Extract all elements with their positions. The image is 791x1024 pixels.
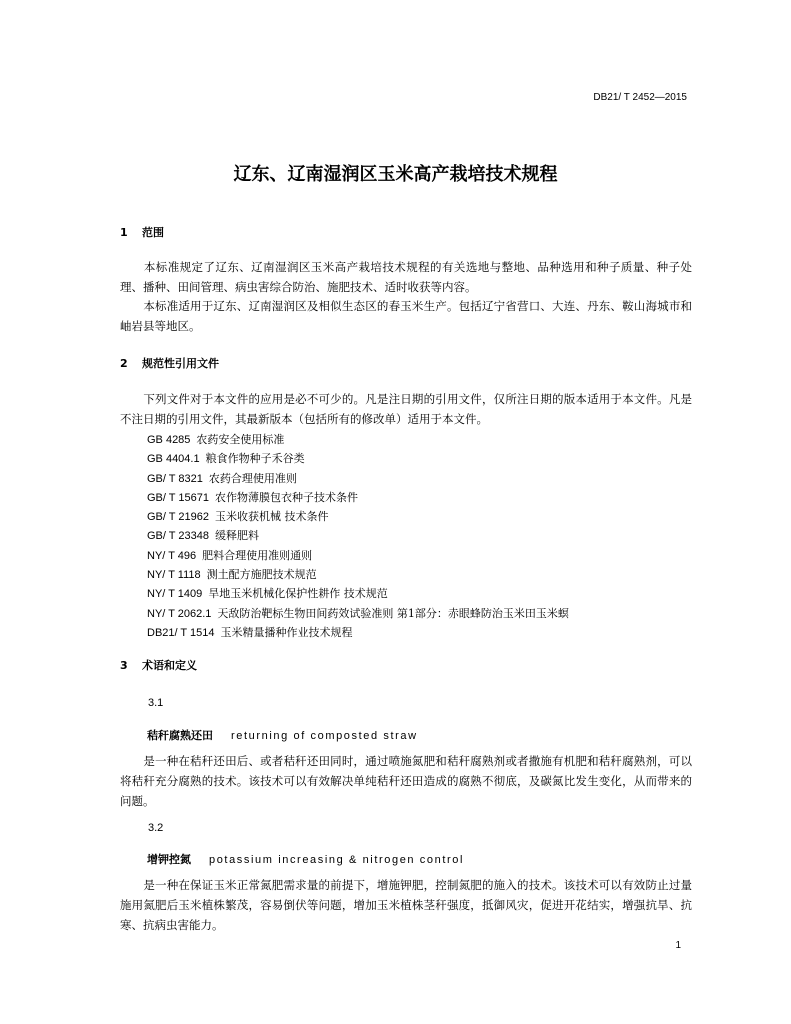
reference-name: 缓释肥料	[214, 529, 259, 543]
term-number: 3.1	[148, 697, 164, 709]
reference-code: GB/ T 15671	[147, 491, 209, 504]
section-heading-scope	[120, 224, 164, 240]
reference-code: GB/ T 23348	[147, 530, 209, 543]
section-number: 2	[120, 357, 128, 370]
reference-item	[147, 623, 569, 642]
reference-name: 测土配方施肥技术规范	[206, 568, 317, 582]
reference-item	[147, 449, 569, 468]
reference-item	[147, 507, 569, 526]
reference-list	[147, 430, 569, 642]
term-english: returning of composted straw	[231, 730, 418, 742]
scope-paragraph-2: 本标准适用于辽东、辽南湿润区及相似生态区的春玉米生产。包括辽宁省营口、大连、丹东、鞍山海城市和岫岩县等地区。	[120, 299, 692, 333]
term-definition: 是一种在秸秆还田后、或者秸秆还田同时，通过喷施氮肥和秸秆腐熟剂或者撒施有机肥和秸秆腐熟剂，可以将秸秆充分腐熟的技术。该技术可以有效解决单纯秸秆还田造成的腐熟不彻底，及碳氮比发生变化，从而带来的问题。	[120, 754, 692, 808]
term-number: 3.2	[148, 822, 164, 834]
reference-item	[147, 488, 569, 507]
reference-item	[147, 430, 569, 449]
term-definition: 是一种在保证玉米正常氮肥需求量的前提下，增施钾肥，控制氮肥的施入的技术。该技术可以有效防止过量施用氮肥后玉米植株繁茂，容易倒伏等问题，增加玉米植株茎秆强度，抵御风灾，促进开花结实，增强抗旱、抗寒、抗病虫害能力。	[120, 878, 692, 932]
section-heading-normative-references	[120, 355, 219, 371]
reference-code: GB/ T 21962	[147, 511, 209, 524]
page-number: 1	[675, 940, 681, 951]
reference-name: 农作物薄膜包衣种子技术条件	[214, 490, 358, 504]
section-number: 1	[120, 226, 128, 239]
reference-code: GB 4285	[147, 434, 191, 446]
reference-code: NY/ T 496	[147, 549, 197, 562]
standard-code: DB21/ T 2452—2015	[593, 92, 687, 103]
term-entry	[147, 727, 418, 743]
reference-name: 粮食作物种子禾谷类	[205, 452, 305, 466]
reference-code: NY/ T 1118	[147, 569, 201, 582]
section-title: 术语和定义	[142, 659, 197, 672]
reference-name: 玉米精量播种作业技术规程	[220, 625, 353, 639]
reference-item	[147, 526, 569, 545]
term-chinese: 增钾控氮	[147, 853, 191, 866]
reference-item	[147, 604, 569, 623]
document-title: 辽东、辽南湿润区玉米高产栽培技术规程	[233, 164, 558, 185]
section-title: 范围	[142, 226, 164, 239]
reference-code: NY/ T 1409	[147, 588, 203, 601]
reference-name: 玉米收获机械 技术条件	[214, 510, 329, 524]
reference-code: DB21/ T 1514	[147, 626, 215, 639]
reference-item	[147, 469, 569, 488]
reference-name: 农药合理使用准则	[208, 471, 297, 485]
reference-code: GB/ T 8321	[147, 472, 203, 485]
reference-code: GB 4404.1	[147, 453, 200, 466]
term-chinese: 秸秆腐熟还田	[147, 729, 213, 742]
reference-item	[147, 565, 569, 584]
section-number: 3	[120, 659, 128, 672]
reference-name: 农药安全使用标准	[196, 433, 285, 446]
section-heading-terms-definitions	[120, 657, 197, 673]
reference-code: NY/ T 2062.1	[147, 607, 212, 620]
term-entry	[147, 851, 464, 867]
scope-paragraph-1: 本标准规定了辽东、辽南湿润区玉米高产栽培技术规程的有关选地与整地、品种选用和种子质量、种子处理、播种、田间管理、病虫害综合防治、施肥技术、适时收获等内容。	[120, 260, 692, 294]
reference-name: 天敌防治靶标生物田间药效试验准则 第1部分：赤眼蜂防治玉米田玉米螟	[217, 606, 569, 620]
references-intro-paragraph: 下列文件对于本文件的应用是必不可少的。凡是注日期的引用文件，仅所注日期的版本适用于本文件。凡是不注日期的引用文件，其最新版本（包括所有的修改单）适用于本文件。	[120, 392, 692, 426]
reference-item	[147, 546, 569, 565]
term-english: potassium increasing & nitrogen control	[209, 854, 465, 866]
reference-name: 肥料合理使用准则通则	[202, 548, 313, 562]
reference-item	[147, 584, 569, 603]
reference-name: 旱地玉米机械化保护性耕作 技术规范	[208, 587, 388, 601]
section-title: 规范性引用文件	[142, 357, 219, 370]
